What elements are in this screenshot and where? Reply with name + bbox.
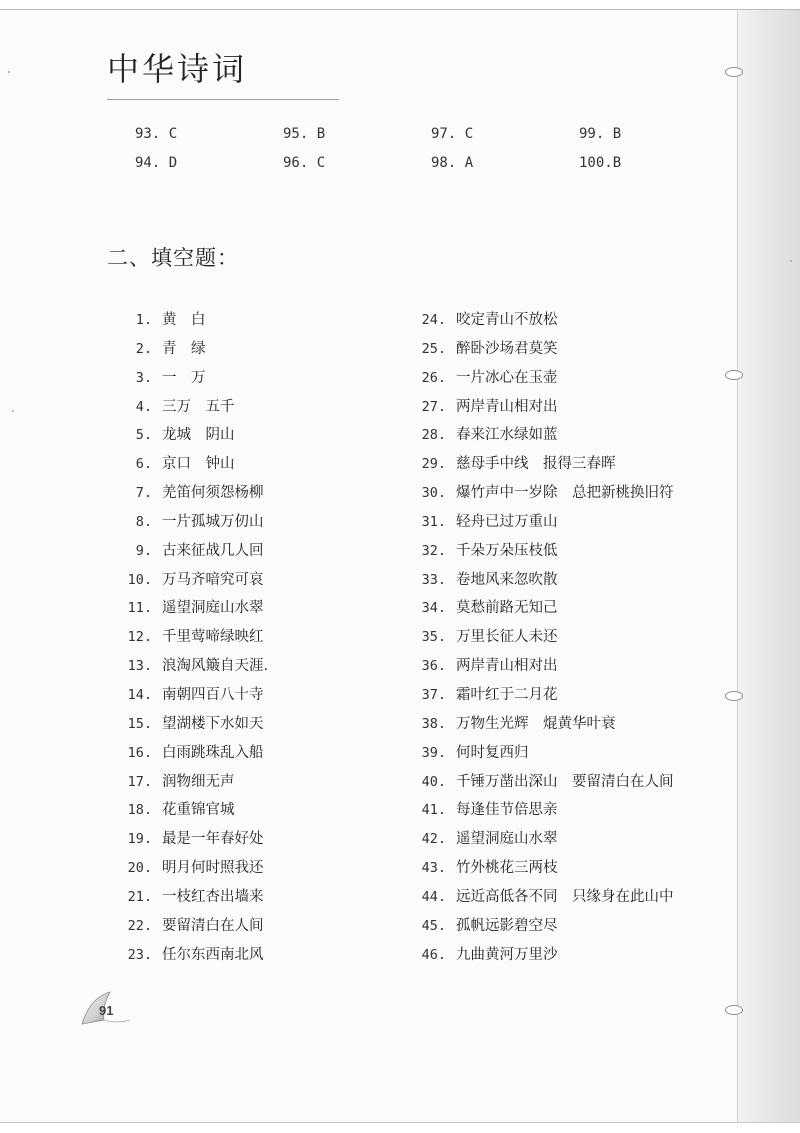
fill-blank-item <box>112 796 268 825</box>
item-answer: 白雨跳珠乱入船 <box>162 744 264 761</box>
fill-blank-list-left <box>112 306 268 969</box>
item-answer: 两岸青山相对出 <box>456 398 558 415</box>
binding-hole <box>725 691 743 701</box>
item-answer: 浪淘风簸自天涯. <box>162 658 269 675</box>
page-number: 91 <box>99 1003 114 1018</box>
item-number: 38. <box>421 715 446 732</box>
fill-blank-item <box>410 508 674 537</box>
item-number: 31. <box>421 513 446 530</box>
fill-blank-item <box>410 768 674 797</box>
item-number: 44. <box>421 888 446 905</box>
item-number: 8. <box>135 513 152 530</box>
fill-blank-item <box>112 364 268 393</box>
mc-answer: 95. B <box>283 126 326 142</box>
item-answer: 万马齐喑究可哀 <box>162 571 264 588</box>
item-answer: 每逢佳节倍思亲 <box>456 802 558 819</box>
item-number: 37. <box>421 686 446 703</box>
fill-blank-item <box>112 306 268 335</box>
item-answer: 明月何时照我还 <box>162 860 264 877</box>
item-answer: 南朝四百八十寺 <box>162 686 264 703</box>
item-answer: 任尔东西南北风 <box>162 946 264 963</box>
item-number: 34. <box>421 600 446 617</box>
fill-blank-item <box>410 364 674 393</box>
fill-blank-item <box>112 335 268 364</box>
fill-blank-item <box>410 479 674 508</box>
fill-blank-item <box>410 450 674 479</box>
item-answer: 遥望洞庭山水翠 <box>456 831 558 848</box>
scan-speck <box>12 410 14 412</box>
item-number: 5. <box>135 427 152 444</box>
item-answer: 要留清白在人间 <box>162 917 264 934</box>
item-number: 22. <box>127 917 152 934</box>
item-answer: 京口 钟山 <box>162 456 235 473</box>
fill-blank-item <box>410 566 674 595</box>
item-answer: 万物生光辉 焜黄华叶衰 <box>456 715 616 732</box>
item-number: 19. <box>127 831 152 848</box>
fill-blank-item <box>410 883 674 912</box>
title-underline <box>107 99 339 100</box>
item-number: 20. <box>127 860 152 877</box>
fill-blank-item <box>410 421 674 450</box>
item-number: 25. <box>421 340 446 357</box>
item-number: 30. <box>421 485 446 502</box>
fill-blank-item <box>112 450 268 479</box>
item-answer: 莫愁前路无知己 <box>456 600 558 617</box>
fill-blank-item <box>112 941 268 970</box>
item-number: 17. <box>127 773 152 790</box>
mc-answer: 96. C <box>283 155 326 171</box>
item-number: 11. <box>127 600 152 617</box>
item-answer: 一枝红杏出墙来 <box>162 888 264 905</box>
fill-blank-item <box>410 710 674 739</box>
item-answer: 一片孤城万仞山 <box>162 513 264 530</box>
item-answer: 九曲黄河万里沙 <box>456 946 558 963</box>
fill-blank-item <box>410 681 674 710</box>
item-answer: 爆竹声中一岁除 总把新桃换旧符 <box>456 485 674 502</box>
item-answer: 花重锦官城 <box>162 802 235 819</box>
fill-blank-item <box>112 825 268 854</box>
fill-blank-item <box>112 421 268 450</box>
item-number: 16. <box>127 744 152 761</box>
item-answer: 醉卧沙场君莫笑 <box>456 340 558 357</box>
item-number: 33. <box>421 571 446 588</box>
mc-answer: 93. C <box>135 126 178 142</box>
fill-blank-item <box>112 652 268 681</box>
item-number: 9. <box>135 542 152 559</box>
item-answer: 千里莺啼绿映红 <box>162 629 264 646</box>
fill-blank-item <box>112 768 268 797</box>
fill-blank-item <box>112 508 268 537</box>
item-answer: 最是一年春好处 <box>162 831 264 848</box>
item-number: 39. <box>421 744 446 761</box>
item-number: 18. <box>127 802 152 819</box>
fill-blank-item <box>112 594 268 623</box>
fill-blank-item <box>112 883 268 912</box>
item-number: 10. <box>127 571 152 588</box>
item-number: 1. <box>135 312 152 328</box>
item-number: 24. <box>421 312 446 328</box>
item-number: 35. <box>421 629 446 646</box>
item-answer: 龙城 阴山 <box>162 427 235 444</box>
item-answer: 一 万 <box>162 369 206 386</box>
fill-blank-item <box>410 335 674 364</box>
fill-blank-item <box>410 652 674 681</box>
scan-top-edge <box>0 0 800 10</box>
fill-blank-item <box>410 796 674 825</box>
item-number: 32. <box>421 542 446 559</box>
item-answer: 黄 白 <box>162 312 206 328</box>
item-number: 40. <box>421 773 446 790</box>
fill-blank-item <box>410 912 674 941</box>
fill-blank-item <box>410 594 674 623</box>
item-number: 14. <box>127 686 152 703</box>
item-answer: 万里长征人未还 <box>456 629 558 646</box>
fill-blank-item <box>112 393 268 422</box>
mc-answer: 99. B <box>579 126 622 142</box>
item-number: 21. <box>127 888 152 905</box>
item-answer: 遥望洞庭山水翠 <box>162 600 264 617</box>
fill-blank-item <box>112 710 268 739</box>
item-answer: 润物细无声 <box>162 773 235 790</box>
item-number: 6. <box>135 456 152 473</box>
item-answer: 卷地风来忽吹散 <box>456 571 558 588</box>
item-number: 3. <box>135 369 152 386</box>
item-answer: 远近高低各不同 只缘身在此山中 <box>456 888 674 905</box>
item-answer: 轻舟已过万重山 <box>456 513 558 530</box>
binding-edge-line <box>737 10 738 1122</box>
item-answer: 羌笛何须怨杨柳 <box>162 485 264 502</box>
item-answer: 慈母手中线 报得三春晖 <box>456 456 616 473</box>
binding-hole <box>725 370 743 380</box>
mc-answer: 97. C <box>431 126 474 142</box>
item-answer: 青 绿 <box>162 340 206 357</box>
item-number: 46. <box>421 946 446 963</box>
item-number: 36. <box>421 658 446 675</box>
item-number: 42. <box>421 831 446 848</box>
fill-blank-item <box>112 739 268 768</box>
item-number: 23. <box>127 946 152 963</box>
item-answer: 孤帆远影碧空尽 <box>456 917 558 934</box>
fill-blank-item <box>410 623 674 652</box>
fill-blank-item <box>410 825 674 854</box>
item-answer: 望湖楼下水如天 <box>162 715 264 732</box>
item-number: 12. <box>127 629 152 646</box>
item-answer: 春来江水绿如蓝 <box>456 427 558 444</box>
fill-blank-item <box>410 941 674 970</box>
fill-blank-item <box>410 537 674 566</box>
item-number: 29. <box>421 456 446 473</box>
fill-blank-item <box>410 393 674 422</box>
fill-blank-item <box>112 479 268 508</box>
item-answer: 三万 五千 <box>162 398 235 415</box>
item-number: 27. <box>421 398 446 415</box>
mc-answer: 94. D <box>135 155 178 171</box>
item-number: 28. <box>421 427 446 444</box>
fill-blank-item <box>410 854 674 883</box>
item-answer: 两岸青山相对出 <box>456 658 558 675</box>
item-number: 4. <box>135 398 152 415</box>
scan-speck <box>8 71 10 73</box>
item-number: 43. <box>421 860 446 877</box>
fill-blank-item <box>410 306 674 335</box>
fill-blank-item <box>112 681 268 710</box>
item-answer: 何时复西归 <box>456 744 529 761</box>
section-heading: 二、填空题： <box>107 246 239 270</box>
binding-hole <box>725 67 743 77</box>
item-answer: 古来征战几人回 <box>162 542 264 559</box>
item-answer: 一片冰心在玉壶 <box>456 369 558 386</box>
mc-answer: 100.B <box>579 155 622 171</box>
fill-blank-item <box>112 566 268 595</box>
item-number: 2. <box>135 340 152 357</box>
binding-hole <box>725 1005 743 1015</box>
item-number: 15. <box>127 715 152 732</box>
item-answer: 竹外桃花三两枝 <box>456 860 558 877</box>
item-number: 13. <box>127 658 152 675</box>
page-title: 中华诗词 <box>107 50 248 88</box>
item-answer: 霜叶红于二月花 <box>456 686 558 703</box>
item-answer: 千锤万凿出深山 要留清白在人间 <box>456 773 674 790</box>
page-binding-margin <box>737 10 800 1122</box>
scan-speck <box>790 260 792 262</box>
fill-blank-item <box>112 854 268 883</box>
fill-blank-item <box>112 537 268 566</box>
fill-blank-list-right <box>410 306 674 969</box>
item-number: 41. <box>421 802 446 819</box>
mc-answer: 98. A <box>431 155 474 171</box>
scan-bottom-edge <box>0 1122 800 1133</box>
item-answer: 咬定青山不放松 <box>456 312 558 328</box>
fill-blank-item <box>112 912 268 941</box>
fill-blank-item <box>410 739 674 768</box>
item-number: 7. <box>135 485 152 502</box>
item-number: 26. <box>421 369 446 386</box>
item-answer: 千朵万朵压枝低 <box>456 542 558 559</box>
fill-blank-item <box>112 623 268 652</box>
item-number: 45. <box>421 917 446 934</box>
